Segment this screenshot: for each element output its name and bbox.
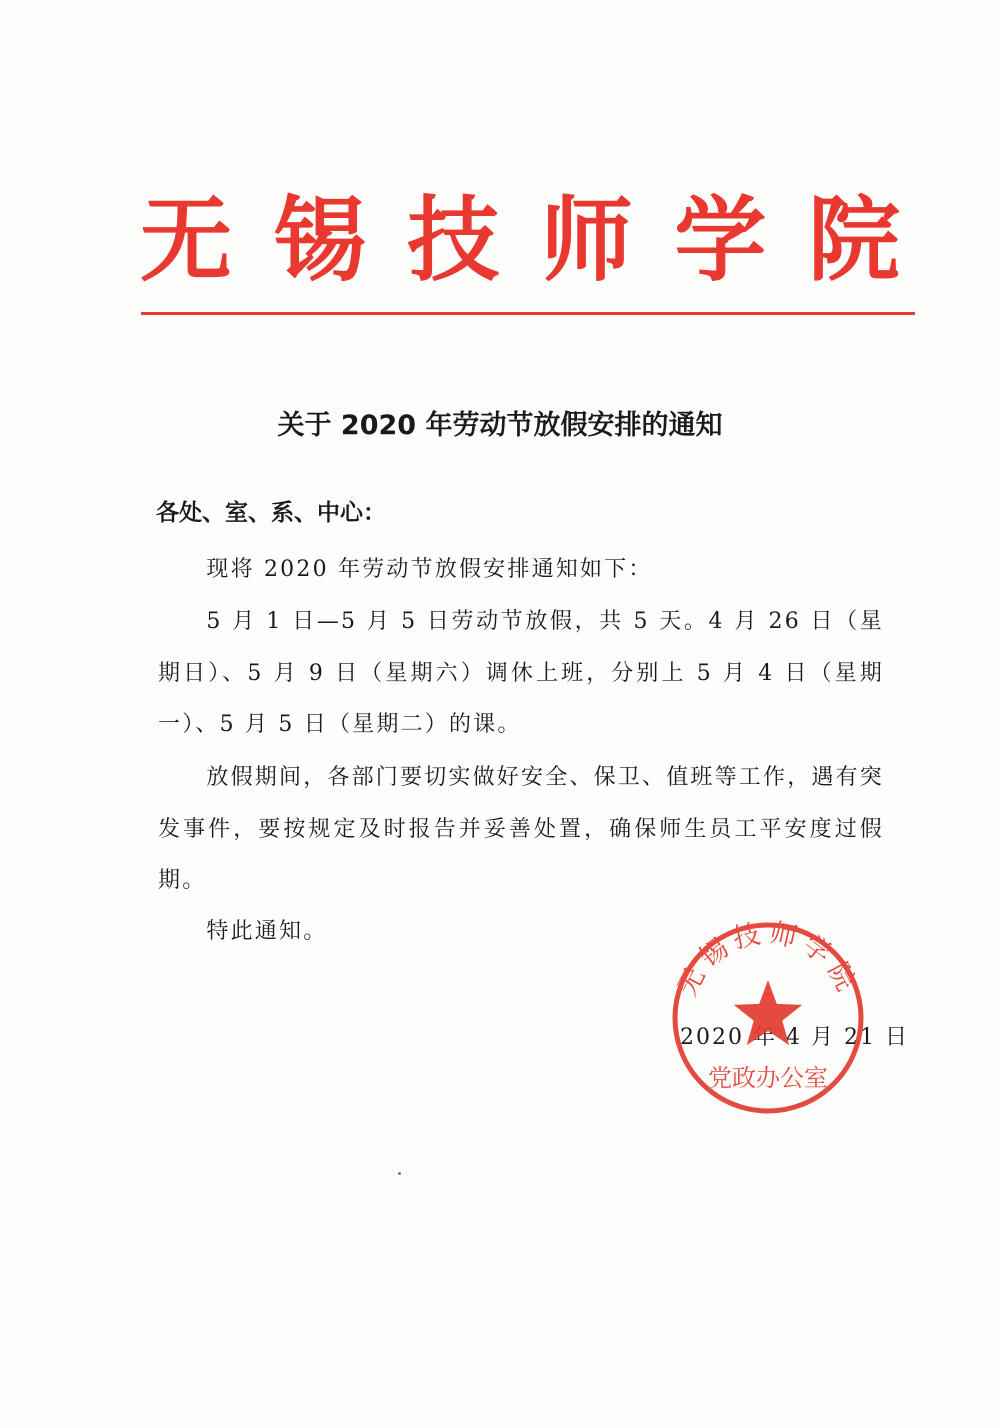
seal-arc-text-path: 无锡技师学院 xyxy=(671,918,865,1002)
notice-addressee: 各处、室、系、中心： xyxy=(156,500,386,526)
letterhead-char: 无 xyxy=(140,186,233,294)
letterhead-char: 技 xyxy=(407,186,500,294)
seal-graphic xyxy=(668,918,868,1118)
notice-paragraph: 放假期间，各部门要切实做好安全、保卫、值班等工作，遇有突发事件，要按规定及时报告并妥善处置，确保师生员工平安度过假期。 xyxy=(158,765,884,893)
notice-paragraph: 5 月 1 日—5 月 5 日劳动节放假，共 5 天。4 月 26 日（星期日）、5 月 9 日（星期六）调休上班，分别上 5 月 4 日（星期一）、5 月 5 日（星期二）的课。 xyxy=(158,609,884,737)
seal-bottom-text: 党政办公室 xyxy=(708,1064,828,1092)
notice-paragraph: 特此通知。 xyxy=(206,919,328,944)
letterhead-red-line xyxy=(141,312,915,315)
official-seal xyxy=(668,918,868,1118)
star-icon xyxy=(734,980,802,1045)
letterhead-char: 学 xyxy=(674,186,767,294)
letterhead-char: 院 xyxy=(807,186,900,294)
notice-paragraph: 现将 2020 年劳动节放假安排通知如下： xyxy=(206,557,653,582)
notice-title: 关于 2020 年劳动节放假安排的通知 xyxy=(277,410,723,441)
notice-date: 2020 年 4 月 21 日 xyxy=(680,1025,909,1050)
letterhead-char: 师 xyxy=(540,186,633,294)
scan-speck xyxy=(398,1172,401,1175)
letterhead-org-name xyxy=(140,188,900,292)
letterhead-char: 锡 xyxy=(273,186,366,294)
